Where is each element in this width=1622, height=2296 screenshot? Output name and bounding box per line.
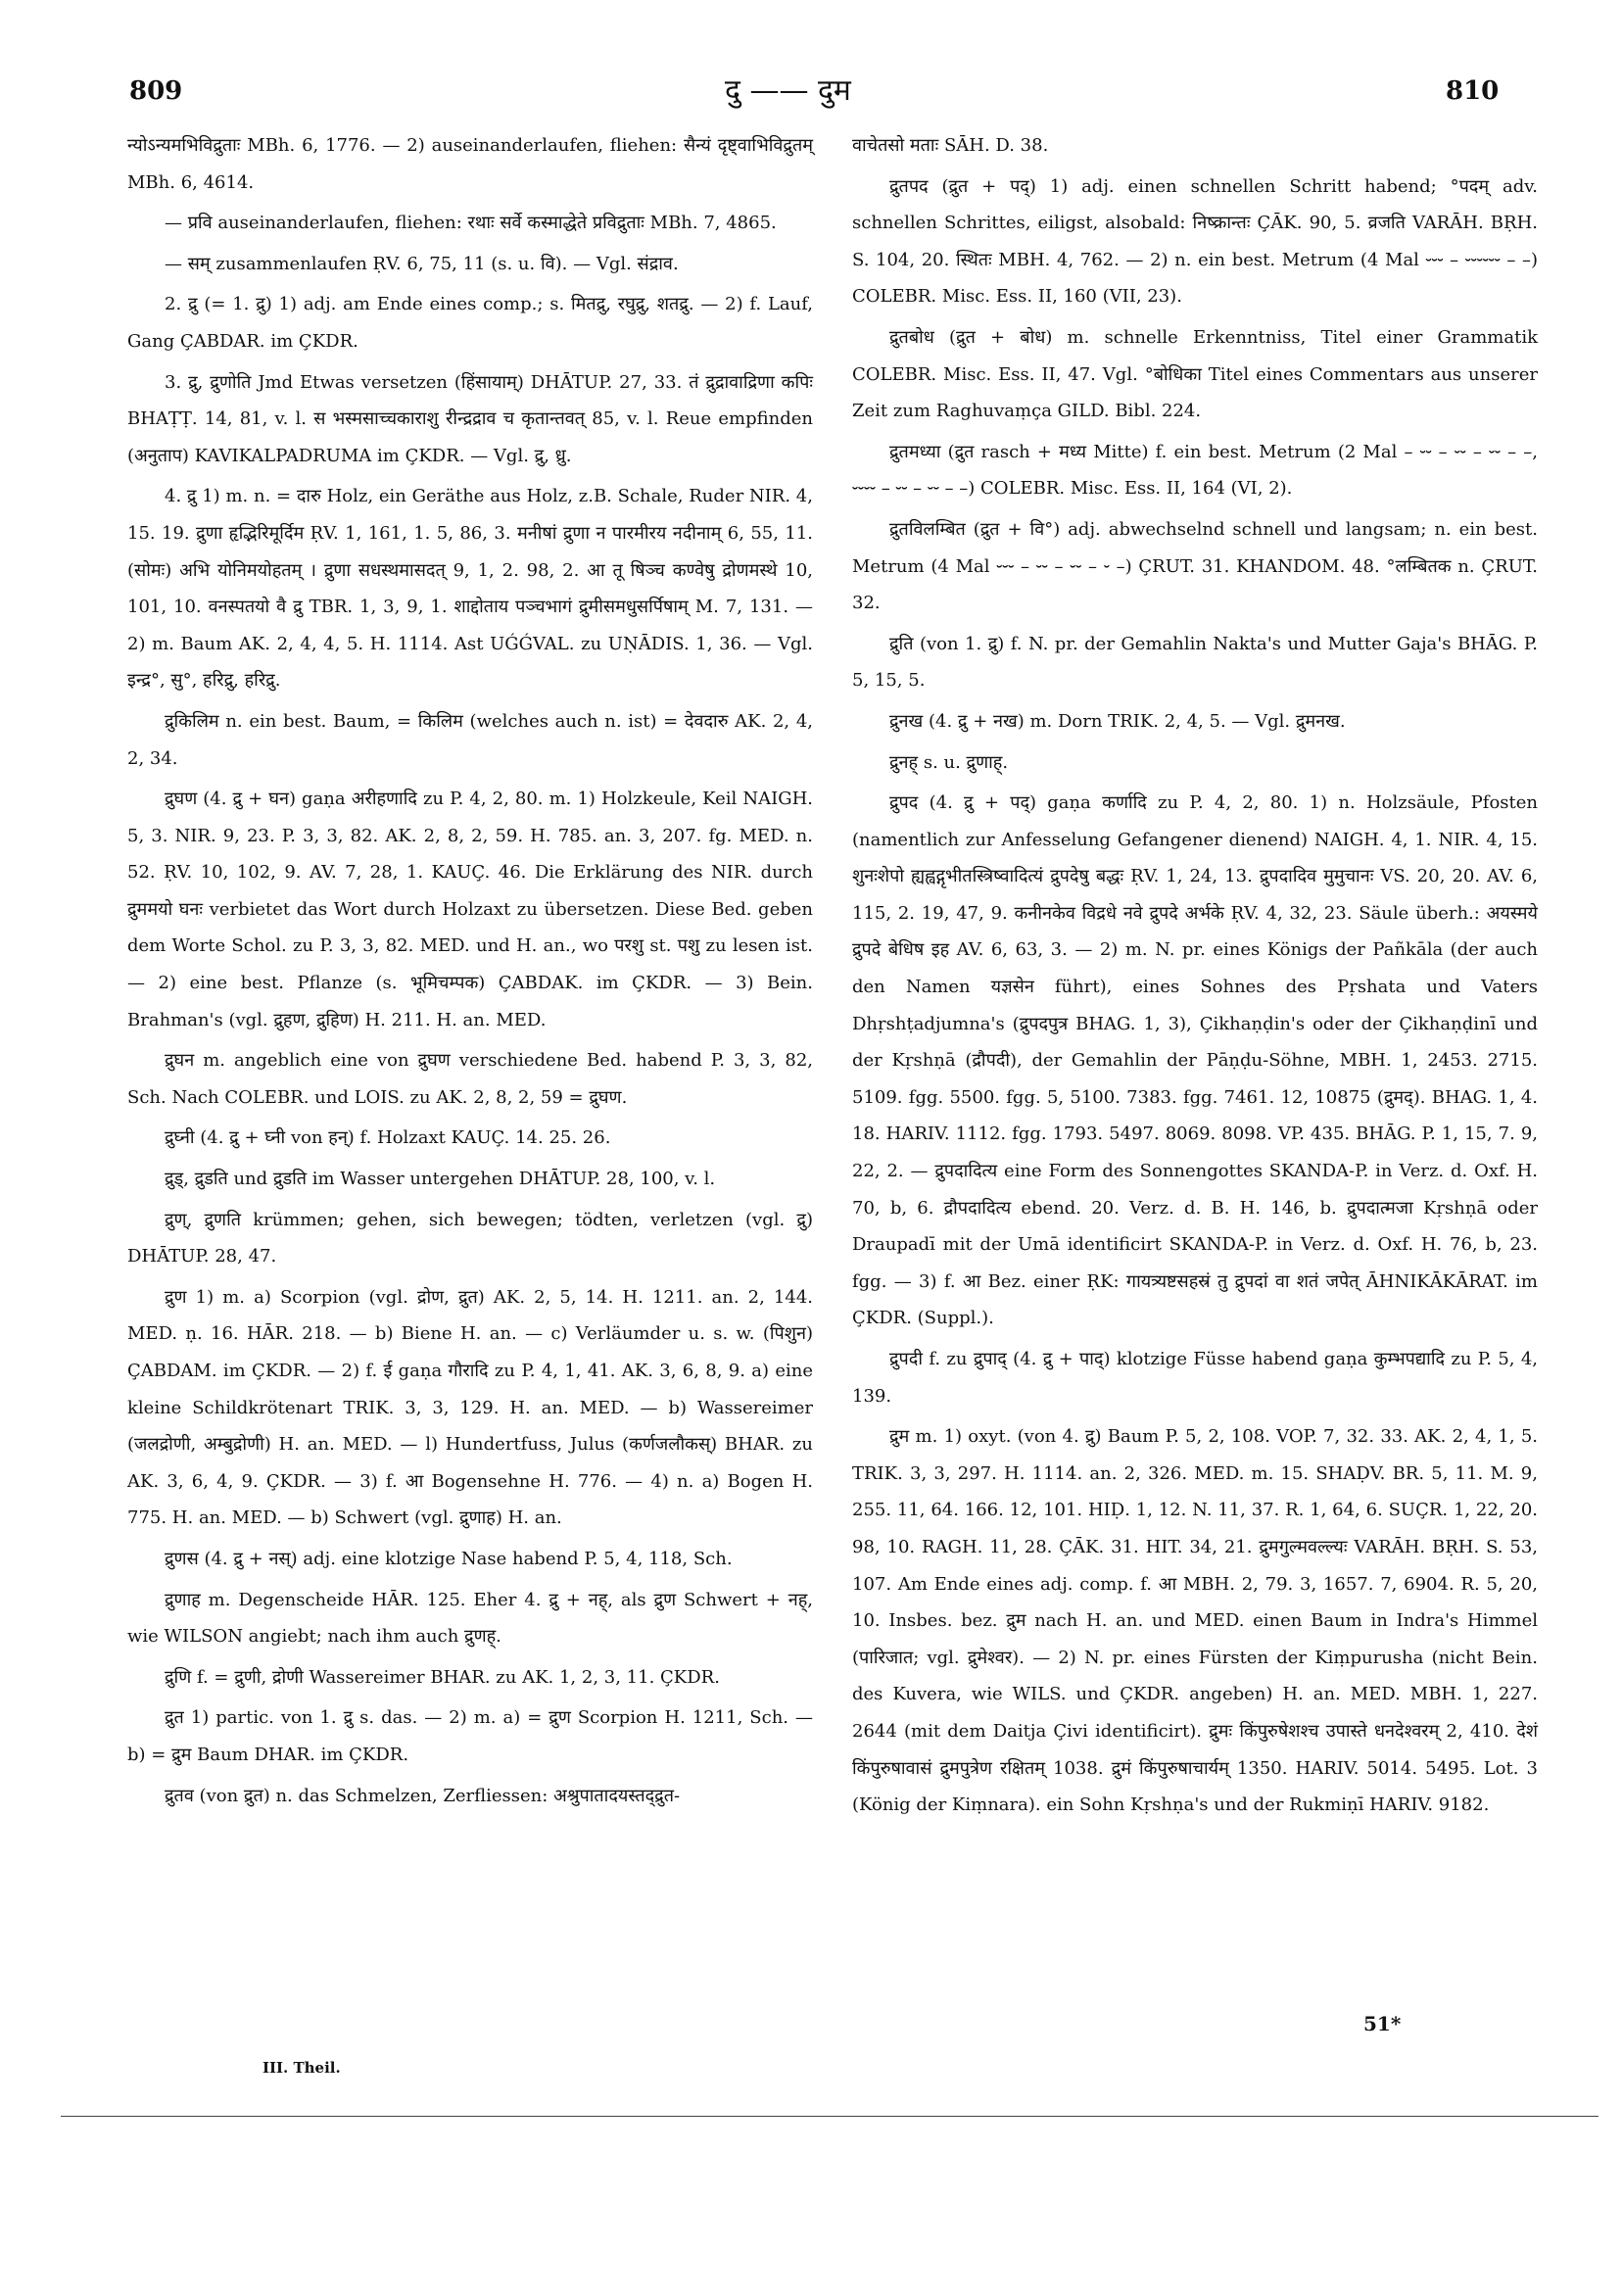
entry-paragraph: द्रुनह् s. u. द्रुणाह्. bbox=[889, 751, 1009, 773]
entry-paragraph: द्रुघन m. angeblich eine von द्रुघण verschiedene Bed. habend P. 3, 3, 82, Sch. Nach COLEBR. und LOIS. zu AK. 2, 8, 2, 59 = द्रुघण. bbox=[127, 1050, 813, 1108]
entry-paragraph: द्रुतपद (द्रुत + पद्) 1) adj. einen schnellen Schritt habend; °पदम् adv. schnellen Schrittes, eiligst, alsobald: निष्क्रान्तः ÇĀK. 90, 5. व्रजति VARĀH. BṚH. S. 104, 20. स्थितः MBH. 4, 762. — 2) n. ein best. Metrum (4 Mal ⏑⏑⏑ – ⏑⏑⏑⏑⏑⏑ – –) COLEBR. Misc. Ess. II, 160 (VII, 23). bbox=[852, 175, 1538, 308]
entry-paragraph: द्रुघण (4. द्रु + घन) gaṇa अरीहणादि zu P. 4, 2, 80. m. 1) Holzkeule, Keil NAIGH. 5, 3. NIR. 9, 23. P. 3, 3, 82. AK. 2, 8, 2, 59. H. 785. an. 3, 207. fg. MED. n. 52. ṚV. 10, 102, 9. AV. 7, 28, 1. KAUÇ. 46. Die Erklärung des NIR. durch द्रुममयो घनः verbietet das Wort durch Holzaxt zu übersetzen. Diese Bed. geben dem Worte Schol. zu P. 3, 3, 82. MED. und H. an., wo परशु st. पशु zu lesen ist. — 2) eine best. Pflanze (s. भूमिचम्पक) ÇABDAK. im ÇKDR. — 3) Bein. Brahman's (vgl. द्रुहण, द्रुहिण) H. 211. H. an. MED. bbox=[127, 789, 813, 1030]
volume-note: III. Theil. bbox=[262, 2059, 341, 2077]
entry-paragraph: द्रुणस (4. द्रु + नस्) adj. eine klotzige Nase habend P. 5, 4, 118, Sch. bbox=[165, 1548, 733, 1569]
entry-paragraph: 3. द्रु, द्रुणोति Jmd Etwas versetzen (हिंसायाम्) DHĀTUP. 27, 33. तं द्रुद्रावाद्रिणा कपिः BHAṬṬ. 14, 81, v. l. स भस्मसाच्चकाराशु रीन्द्रद्राव च कृतान्तवत् 85, v. l. Reue empfinden (अनुताप) KAVIKALPADRUMA im ÇKDR. — Vgl. द्रु, ध्रु. bbox=[127, 371, 813, 466]
entry-paragraph: द्रुतविलम्बित (द्रुत + वि°) adj. abwechselnd schnell und langsam; n. ein best. Metrum (4 Mal ⏑⏑⏑ – ⏑⏑ – ⏑⏑ – ⏑ –) ÇRUT. 31. KHANDOM. 48. °लम्बितक n. ÇRUT. 32. bbox=[852, 518, 1538, 614]
entry-paragraph: — प्रवि auseinanderlaufen, fliehen: रथाः सर्वे कस्माद्धेते प्रविद्रुताः MBh. 7, 4865. bbox=[165, 213, 777, 234]
entry-paragraph: द्रुपदी f. zu द्रुपाद् (4. द्रु + पाद्) klotzige Füsse habend gaṇa कुम्भपद्यादि zu P. 5, 4, 139. bbox=[852, 1349, 1538, 1407]
entry-paragraph: द्रुति (von 1. द्रु) f. N. pr. der Gemahlin Nakta's und Mutter Gaja's BHĀG. P. 5, 15, 5. bbox=[852, 633, 1538, 692]
entry-paragraph: 2. द्रु (= 1. द्रु) 1) adj. am Ende eines comp.; s. मितद्रु, रघुद्रु, शतद्रु. — 2) f. Lauf, Gang ÇABDAR. im ÇKDR. bbox=[127, 294, 813, 352]
entry-paragraph: द्रुकिलिम n. ein best. Baum, = किलिम (welches auch n. ist) = देवदारु AK. 2, 4, 2, 34. bbox=[127, 710, 813, 769]
entry-paragraph: द्रुणि f. = द्रुणी, द्रोणी Wassereimer BHAR. zu AK. 1, 2, 3, 11. ÇKDR. bbox=[165, 1666, 720, 1688]
left-column bbox=[127, 127, 813, 1818]
entry-paragraph: न्योऽन्यमभिविद्रुताः MBh. 6, 1776. — 2) auseinanderlaufen, fliehen: सैन्यं दृष्ट्वाभिविद्रुतम् MBh. 6, 4614. bbox=[127, 135, 813, 193]
entry-paragraph: द्रुनख (4. द्रु + नख) m. Dorn TRIK. 2, 4, 5. — Vgl. द्रुमनख. bbox=[889, 710, 1346, 732]
entry-paragraph: वाचेतसो मताः SĀH. D. 38. bbox=[852, 135, 1049, 156]
right-column bbox=[852, 127, 1538, 1828]
entry-paragraph: द्रुड्, द्रुडति und द्रुडति im Wasser untergehen DHĀTUP. 28, 100, v. l. bbox=[165, 1169, 716, 1190]
entry-paragraph: द्रुतव (von द्रुत) n. das Schmelzen, Zerfliessen: अश्रुपातादयस्तद्द्रुत- bbox=[165, 1785, 681, 1806]
entry-paragraph: द्रुण 1) m. a) Scorpion (vgl. द्रोण, द्रुत) AK. 2, 5, 14. H. 1211. an. 2, 144. MED. ṇ. 16. HĀR. 218. — b) Biene H. an. — c) Verläumder u. s. w. (पिशुन) ÇABDAM. im ÇKDR. — 2) f. ई gaṇa गौरादि zu P. 4, 1, 41. AK. 3, 6, 8, 9. a) eine kleine Schildkrötenart TRIK. 3, 3, 129. H. an. MED. — b) Wassereimer (जलद्रोणी, अम्बुद्रोणी) H. an. MED. — l) Hundertfuss, Julus (कर्णजलौकस्) BHAR. zu AK. 3, 6, 4, 9. ÇKDR. — 3) f. आ Bogensehne H. 776. — 4) n. a) Bogen H. 775. H. an. MED. — b) Schwert (vgl. द्रुणाह) H. an. bbox=[127, 1286, 813, 1529]
entry-paragraph: द्रुतमध्या (द्रुत rasch + मध्य Mitte) f. ein best. Metrum (2 Mal – ⏑⏑ – ⏑⏑ – ⏑⏑ – –, ⏑⏑⏑⏑ – ⏑⏑ – ⏑⏑ – –) COLEBR. Misc. Ess. II, 164 (VI, 2). bbox=[852, 441, 1538, 500]
entry-paragraph: — सम् zusammenlaufen ṚV. 6, 75, 11 (s. u. वि). — Vgl. संद्राव. bbox=[165, 253, 679, 274]
entry-paragraph: द्रुम m. 1) oxyt. (von 4. द्रु) Baum P. 5, 2, 108. VOP. 7, 32. 33. AK. 2, 4, 1, 5. TRIK. 3, 3, 297. H. 1114. an. 2, 326. MED. m. 15. SHAḌV. BR. 5, 11. M. 9, 255. 11, 64. 166. 12, 101. HIḌ. 1, 12. N. 11, 37. R. 1, 64, 6. SUÇR. 1, 22, 20. 98, 10. RAGH. 11, 28. ÇĀK. 31. HIT. 34, 21. द्रुमगुल्मवल्ल्यः VARĀH. BṚH. S. 53, 107. Am Ende eines adj. comp. f. आ MBH. 2, 79. 3, 1657. 7, 6904. R. 5, 20, 10. Insbes. bez. द्रुम nach H. an. und MED. einen Baum in Indra's Himmel (पारिजात; vgl. द्रुमेश्वर). — 2) N. pr. eines Fürsten der Kiṃpurusha (nicht Bein. des Kuvera, wie WILS. und ÇKDR. angeben) H. an. MED. MBH. 1, 227. 2644 (mit dem Daitja Çivi identificirt). द्रुमः किंपुरुषेशश्च उपास्ते धनदेश्वरम् 2, 410. देशं किंपुरुषावासं द्रुमपुत्रेण रक्षितम् 1038. द्रुमं किंपुरुषाचार्यम् 1350. HARIV. 5014. 5495. Lot. 3 (König der Kiṃnara). ein Sohn Kṛshṇa's und der Rukmiṇī HARIV. 9182. bbox=[852, 1426, 1538, 1816]
page-number-left: 809 bbox=[129, 76, 183, 106]
entry-paragraph: द्रुणाह m. Degenscheide HĀR. 125. Eher 4. द्रु + नह्, als द्रुण Schwert + नह्, wie WILSON angiebt; nach ihm auch द्रुणह्. bbox=[127, 1589, 813, 1648]
entry-paragraph: द्रुतबोध (द्रुत + बोध) m. schnelle Erkenntniss, Titel einer Grammatik COLEBR. Misc. Ess. II, 47. Vgl. °बोधिका Titel eines Commentars aus unserer Zeit zum Raghuvaṃça GILD. Bibl. 224. bbox=[852, 326, 1538, 422]
running-head: दु —— दुम bbox=[725, 73, 851, 108]
entry-paragraph: द्रुत 1) partic. von 1. द्रु s. das. — 2) m. a) = द्रुण Scorpion H. 1211, Sch. — b) = द्रुम Baum DHAR. im ÇKDR. bbox=[127, 1707, 813, 1765]
entry-paragraph: द्रुघ्नी (4. द्रु + घ्नी von हन्) f. Holzaxt KAUÇ. 14. 25. 26. bbox=[165, 1127, 611, 1149]
entry-paragraph: 4. द्रु 1) m. n. = दारु Holz, ein Geräthe aus Holz, z.B. Schale, Ruder NIR. 4, 15. 19. द्रुणा हृद्भिरिमूर्दिम ṚV. 1, 161, 1. 5, 86, 3. मनीषां द्रुणा न पारमीरय नदीनाम् 6, 55, 11. (सोमः) अभि योनिमयोहतम् । द्रुणा सधस्थमासदत् 9, 1, 2. 98, 2. आ तू षिञ्च कण्वेषु द्रोणमस्थे 10, 101, 10. वनस्पतयो वै द्रु TBR. 1, 3, 9, 1. शाद्दोताय पञ्चभागं द्रुमीसमधुसर्पिषाम् M. 7, 131. — 2) m. Baum AK. 2, 4, 4, 5. H. 1114. Ast UǴǴVAL. zu UṆĀDIS. 1, 36. — Vgl. इन्द्र°, सु°, हरिद्रु, हरिद्रु. bbox=[127, 486, 813, 692]
page-number-right: 810 bbox=[1446, 76, 1500, 106]
entry-paragraph: द्रुपद (4. द्रु + पद्) gaṇa कर्णादि zu P. 4, 2, 80. 1) n. Holzsäule, Pfosten (namentlich zur Anfesselung Gefangener dienend) NAIGH. 4, 1. NIR. 4, 15. शुनःशेपो ह्यह्वद्गृभीतस्त्रिष्वादित्यं द्रुपदेषु बद्धः ṚV. 1, 24, 13. द्रुपदादिव मुमुचानः VS. 20, 20. AV. 6, 115, 2. 19, 47, 9. कनीनकेव विद्रधे नवे द्रुपदे अर्भके ṚV. 4, 32, 23. Säule überh.: अयस्मये द्रुपदे बेधिष इह AV. 6, 63, 3. — 2) m. N. pr. eines Königs der Pañkāla (der auch den Namen यज्ञसेन führt), eines Sohnes des Pṛshata und Vaters Dhṛshṭadjumna's (द्रुपदपुत्र BHAG. 1, 3), Çikhaṇḍin's oder der Çikhaṇḍinī und der Kṛshṇā (द्रौपदी), der Gemahlin der Pāṇḍu-Söhne, MBH. 1, 2453. 2715. 5109. fgg. 5500. fgg. 5, 5100. 7383. fgg. 7461. 12, 10875 (द्रुमद्). BHAG. 1, 4. 18. HARIV. 1112. fgg. 1793. 5497. 8069. 8098. VP. 435. BHĀG. P. 1, 15, 7. 9, 22, 2. — द्रुपदादित्य eine Form des Sonnengottes SKANDA-P. in Verz. d. Oxf. H. 70, b, 6. द्रौपदादित्य ebend. 20. Verz. d. B. H. 146, b. द्रुपदात्मजा Kṛshṇā oder Draupadī mit der Umā identificirt SKANDA-P. in Verz. d. Oxf. H. 76, b, 23. fgg. — 3) f. आ Bez. einer ṚK: गायत्र्यष्टसहस्रं तु द्रुपदां वा शतं जपेत् ĀHNIKĀKĀRAT. im ÇKDR. (Suppl.). bbox=[852, 792, 1538, 1329]
signature-mark: 51* bbox=[1363, 2012, 1402, 2035]
entry-paragraph: द्रुण्, द्रुणति krümmen; gehen, sich bewegen; tödten, verletzen (vgl. द्रु) DHĀTUP. 28, 47. bbox=[127, 1209, 813, 1268]
bottom-rule bbox=[61, 2116, 1598, 2117]
